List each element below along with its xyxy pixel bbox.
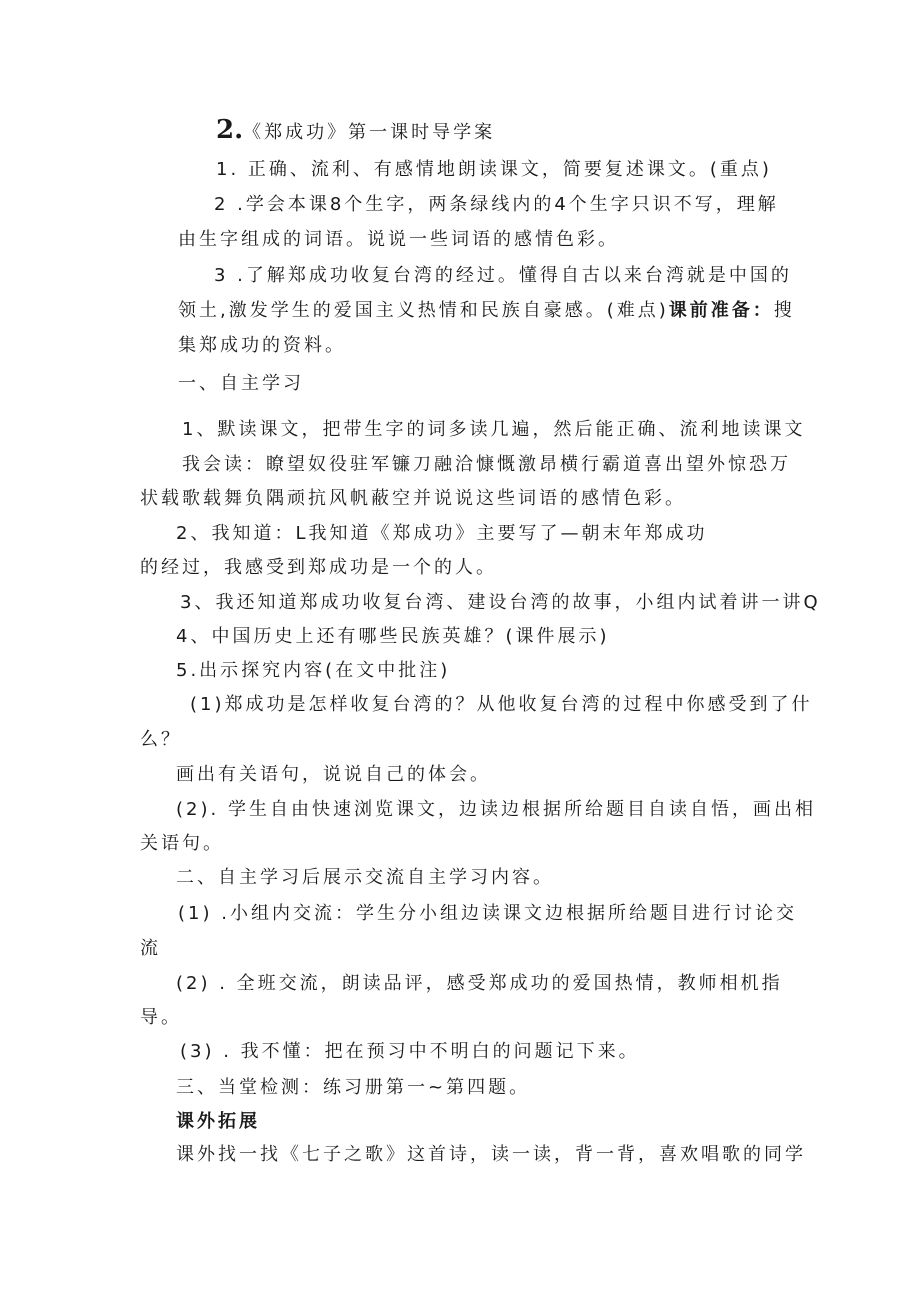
s1-line-9: (1)郑成功是怎样收复台湾的？从他收复台湾的过程中你感受到了什 [190,694,813,715]
s2-line-4: 导。 [140,1007,182,1028]
extension-title: 课外拓展 [176,1111,260,1132]
goal-line-5-text: 领土,激发学生的爱国主义热情和民族自豪感。(难点) [178,300,669,321]
s2-line-3: (2) . 全班交流，朗读品评，感受郑成功的爱国热情，教师相机指 [176,973,783,994]
title-text: 《郑成功》第一课时导学案 [243,122,496,143]
section2-title: 二、自主学习后展示交流自主学习内容。 [176,867,554,888]
s1-line-11: 画出有关语句，说说自己的体会。 [176,764,491,785]
prep-tail: 搜 [773,300,795,321]
s2-line-5: (3) . 我不懂：把在预习中不明白的问题记下来。 [180,1041,640,1062]
section1-title: 一、自主学习 [178,373,304,394]
goal-line-2: 2 .学会本课8个生字，两条绿线内的4个生字只识不写，理解 [214,194,779,215]
title-number: 2. [216,115,244,145]
goal-line-1: 1. 正确、流利、有感情地朗读课文，简要复述课文。(重点) [216,159,772,180]
goal-line-5 [178,299,795,323]
s1-line-1: 1、默读课文，把带生字的词多读几遍，然后能正确、流利地读课文 [182,419,806,440]
s2-line-1: (1) .小组内交流：学生分小组边读课文边根据所给题目进行讨论交 [178,903,797,924]
s1-line-4: 2、我知道：L我知道《郑成功》主要写了—朝末年郑成功 [176,523,708,544]
s1-line-7: 4、中国历史上还有哪些民族英雄？(课件展示) [176,626,610,647]
prep-label: 课前准备： [668,300,774,321]
s1-line-10: 么？ [140,729,182,750]
s1-line-3: 状载歌载舞负隅顽抗风帆蔽空并说说这些词语的感情色彩。 [140,488,686,509]
s1-line-6: 3、我还知道郑成功收复台湾、建设台湾的故事，小组内试着讲一讲Q [180,592,821,613]
doc-title [216,115,496,145]
s1-line-8: 5.出示探究内容(在文中批注) [176,660,451,681]
goal-line-3: 由生字组成的词语。说说一些词语的感情色彩。 [178,229,619,250]
s1-line-5: 的经过，我感受到郑成功是一个的人。 [140,557,497,578]
section3-title: 三、当堂检测：练习册第一~第四题。 [176,1077,531,1098]
s1-line-12: (2). 学生自由快速浏览课文，边读边根据所给题目自读自悟，画出相 [176,799,816,820]
goal-line-6: 集郑成功的资料。 [178,335,346,356]
s2-line-2: 流 [140,938,161,959]
s1-line-13: 关语句。 [140,833,224,854]
extension-text: 课外找一找《七子之歌》这首诗，读一读，背一背，喜欢唱歌的同学 [176,1144,806,1165]
goal-line-4: 3 .了解郑成功收复台湾的经过。懂得自古以来台湾就是中国的 [214,265,792,286]
s1-line-2: 我会读：瞭望奴役驻军镰刀融洽慷慨激昂横行霸道喜出望外惊恐万 [182,454,791,475]
